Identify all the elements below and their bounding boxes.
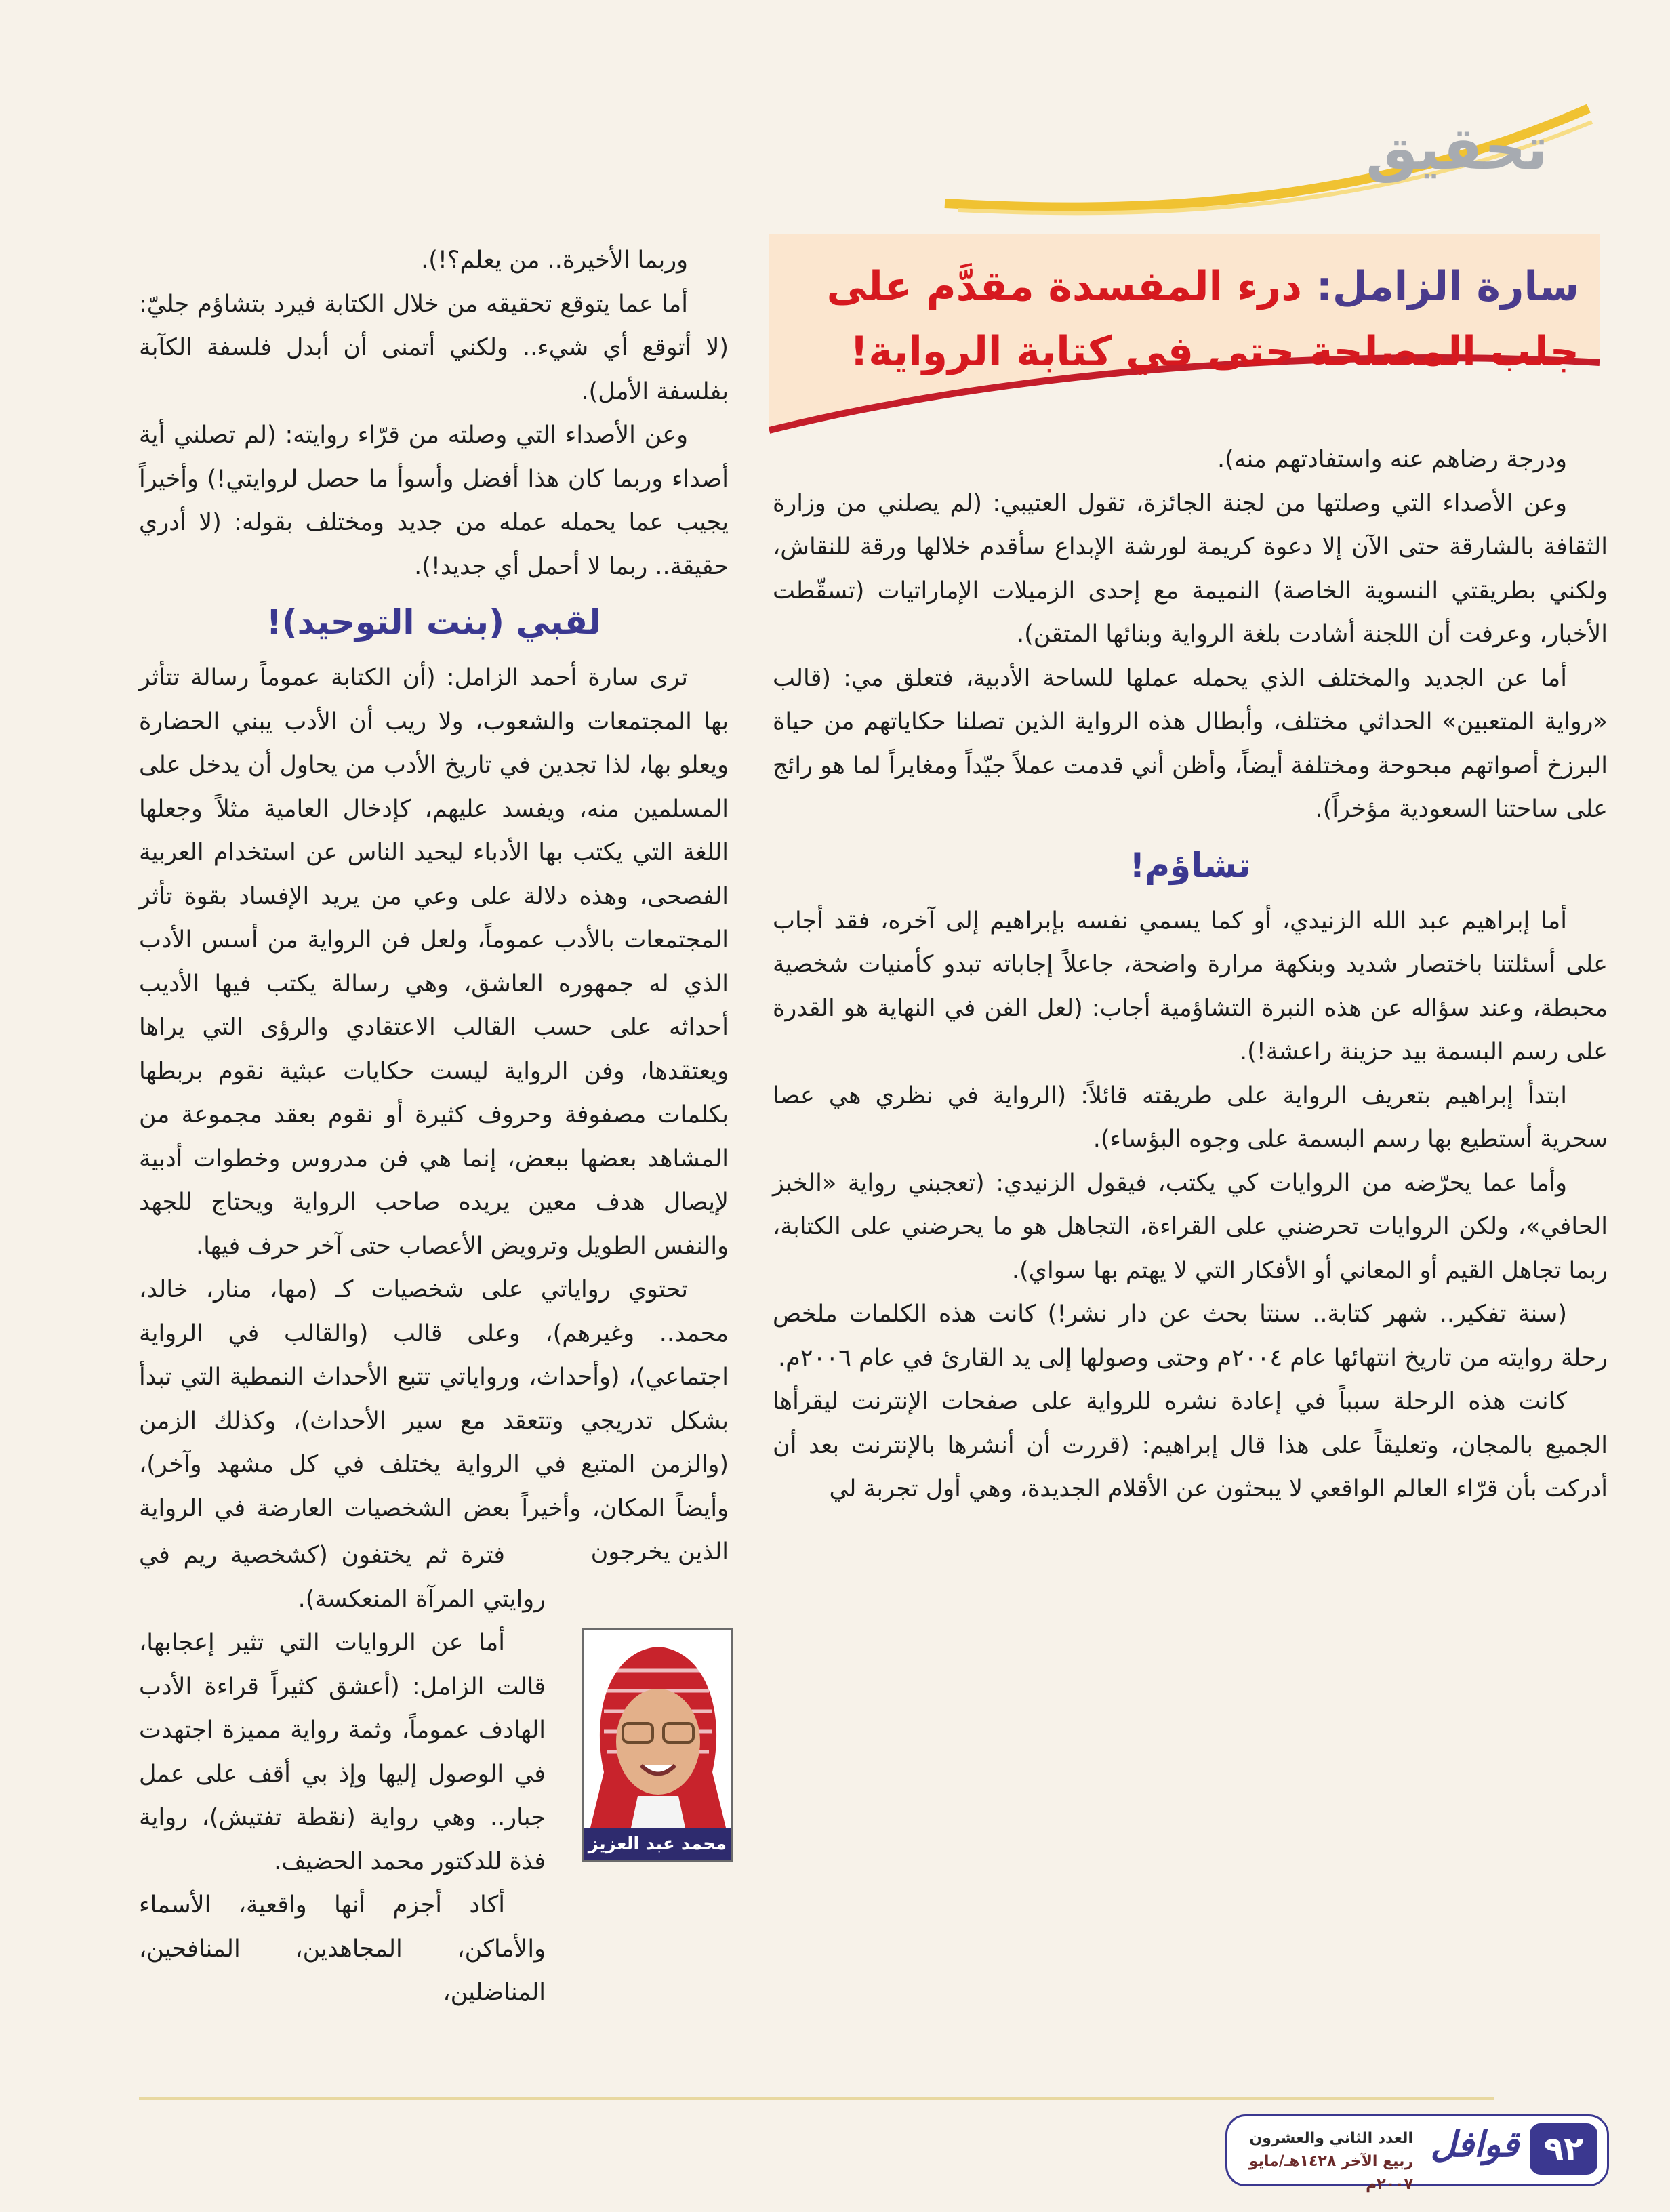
section-tag xyxy=(918,102,1595,217)
section-title: تحقيق xyxy=(1366,115,1548,183)
paragraph: أما إبراهيم عبد الله الزنيدي، أو كما يسمي نفسه بإبراهيم إلى آخره، فقد أجاب على أسئلتنا باختصار شديد وبنكهة مرارة واضحة، جاعلاً إجاباته تبدو كأمنيات شخصية محبطة، وعند سؤاله عن هذه النبرة التشاؤمية أجاب: (لعل الفن في النهاية هو القدرة على رسم البسمة بيد حزينة راعشة!). xyxy=(773,907,1608,1065)
paragraph: وعن الأصداء التي وصلتها من لجنة الجائزة، تقول العتيبي: (لم يصلني من وزارة الثقافة بالشارقة حتى الآن إلا دعوة كريمة لورشة الإبداع سأقدم خلالها ورقة للنقاش، ولكني بطريقتي النسوية الخاصة) النميمة مع إحدى الزميلات الإماراتيات (تسقّطت الأخبار، وعرفت أن اللجنة أشادت بلغة الرواية وبنائها المتقن). xyxy=(773,489,1608,648)
headline-speaker: سارة الزامل: xyxy=(1316,263,1579,310)
paragraph: أما عن الروايات التي تثير إعجابها، قالت الزامل: (أعشق كثيراً قراءة الأدب الهادف عموماً، وثمة رواية مميزة اجتهدت في الوصول إليها وإذ بي أقف على عمل جبار.. وهي رواية (نقطة تفتيش)، رواية فذة للدكتور محمد الحضيف. xyxy=(139,1629,546,1875)
paragraph: وعن الأصداء التي وصلته من قرّاء روايته: (لم تصلني أية أصداء وربما كان هذا أفضل وأسوأ ما حصل لروايتي!) وأخيراً يجيب عما يحمله عمله من جديد ومختلف بقوله: (لا أدري حقيقة.. ربما لا أحمل أي جديد!). xyxy=(139,422,729,580)
portrait-photo xyxy=(582,1628,733,1862)
subheading: تشاؤم! xyxy=(1129,845,1251,885)
page-number: ٩٢ xyxy=(1530,2123,1597,2175)
article-column-left-bottom xyxy=(139,1534,546,2096)
page-footer xyxy=(1225,2114,1609,2193)
paragraph: ابتدأ إبراهيم بتعريف الرواية على طريقته قائلاً: (الرواية في نظري هي عصا سحرية أستطيع بها رسم البسمة على وجوه البؤساء). xyxy=(773,1082,1608,1153)
headline-quote: درء المفسدة مقدَّم على جلب المصلحة حتى في كتابة الرواية! xyxy=(826,263,1579,375)
headline-box xyxy=(769,234,1600,437)
issue-date: ربيع الآخر ١٤٢٨هـ/مايو ٢٠٠٧م xyxy=(1248,2153,1413,2193)
article-column-left xyxy=(139,239,729,1565)
issue-info xyxy=(1237,2127,1413,2196)
footer-divider xyxy=(139,2097,1494,2100)
paragraph: فترة ثم يختفون (كشخصية ريم في روايتي المرآة المنعكسة). xyxy=(139,1542,546,1613)
paragraph: وأما عما يحرّضه من الروايات كي يكتب، فيقول الزنيدي: (تعجبني رواية «الخبز الحافي»، ولكن الروايات تحرضني على القراءة، التجاهل هو ما يحرضني على الكتابة، ربما تجاهل القيم أو المعاني أو الأفكار التي لا يهتم بها سواي). xyxy=(773,1169,1608,1284)
paragraph: تحتوي رواياتي على شخصيات كـ (مها، منار، خالد، محمد.. وغيرهم)، وعلى قالب (والقالب في الرواية اجتماعي)، (وأحداث، ورواياتي تتبع الأحداث النمطية التي تبدأ بشكل تدريجي وتتعقد مع سير الأحداث)، وكذلك الزمن (والزمن المتبع في الرواية يختلف في كل مشهد وآخر)، وأيضاً المكان، وأخيراً بعض الشخصيات العارضة في الرواية الذين يخرجون xyxy=(139,1276,729,1565)
paragraph: (سنة تفكير.. شهر كتابة.. سنتا بحث عن دار نشر!) كانت هذه الكلمات ملخص رحلة روايته من تاريخ انتهائها عام ٢٠٠٤م وحتى وصولها إلى يد القارئ في عام ٢٠٠٦م. xyxy=(773,1300,1608,1372)
article-column-right xyxy=(773,438,1608,2091)
paragraph: ودرجة رضاهم عنه واستفادتهم منه). xyxy=(1217,446,1567,473)
issue-number: العدد الثاني والعشرون xyxy=(1249,2130,1413,2147)
paragraph: وربما الأخيرة.. من يعلم؟!). xyxy=(421,247,688,274)
subheading: لقبي (بنت التوحيد)! xyxy=(266,602,602,642)
person-portrait xyxy=(584,1630,731,1828)
photo-caption: محمد عبد العزيز xyxy=(584,1828,731,1860)
paragraph: أكاد أجزم أنها واقعية، الأسماء والأماكن، المجاهدين، المنافحين، المناضلين، xyxy=(139,1891,546,2006)
paragraph: أما عن الجديد والمختلف الذي يحمله عملها للساحة الأدبية، فتعلق مي: (قالب «رواية المتعبين» الحداثي مختلف، وأبطال هذه الرواية الذين تصلنا حكاياتهم من حياة البرزخ أصواتهم مبحوحة ومختلفة أيضاً، وأظن أني قدمت عملاً جيّداً ومغايراً لما هو رائج على ساحتنا السعودية مؤخراً). xyxy=(773,664,1608,823)
magazine-logo: قوافل xyxy=(1430,2125,1519,2165)
paragraph: أما عما يتوقع تحقيقه من خلال الكتابة فيرد بتشاؤم جليّ: (لا أتوقع أي شيء.. ولكني أتمنى أن أبدل فلسفة الكآبة بفلسفة الأمل). xyxy=(139,290,729,405)
paragraph: ترى سارة أحمد الزامل: (أن الكتابة عموماً رسالة تتأثر بها المجتمعات والشعوب، ولا ريب أن الأدب يبني الحضارة ويعلو بها، لذا تجدين في تاريخ الأدب من يحاول أن يدخل على المسلمين منه، ويفسد عليهم، كإدخال العامية مثلاً وجعلها اللغة التي يكتب بها الأدباء ليحيد الناس عن استخدام العربية الفصحى، وهذه دلالة على وعي من يريد الإفساد بقوة تأثر المجتمعات بالأدب عموماً، ولعل فن الرواية من أسس الأدب الذي له جمهوره العاشق، وهي رسالة يكتب فيها الأديب أحداثه على حسب القالب الاعتقادي والرؤى التي يراها ويعتقدها، وفن الرواية ليست حكايات عبثية نقوم بربطها بكلمات مصفوفة وحروف كثيرة أو نقوم بعقد مجموعة من المشاهد بعضها ببعض، إنما هي فن مدروس وخطوات أدبية لإيصال هدف معين يريده صاحب الرواية ويحتاج للجهد والنفس الطويل وترويض الأعصاب حتى آخر حرف فيها. xyxy=(139,664,729,1260)
paragraph: كانت هذه الرحلة سبباً في إعادة نشره للرواية على صفحات الإنترنت ليقرأها الجميع بالمجان، وتعليقاً على هذا قال إبراهيم: (قررت أن أنشرها بالإنترنت بعد أن أدركت بأن قرّاء العالم الواقعي لا يبحثون عن الأقلام الجديدة، وهي أول تجربة لي xyxy=(773,1388,1608,1502)
headline xyxy=(793,254,1579,384)
